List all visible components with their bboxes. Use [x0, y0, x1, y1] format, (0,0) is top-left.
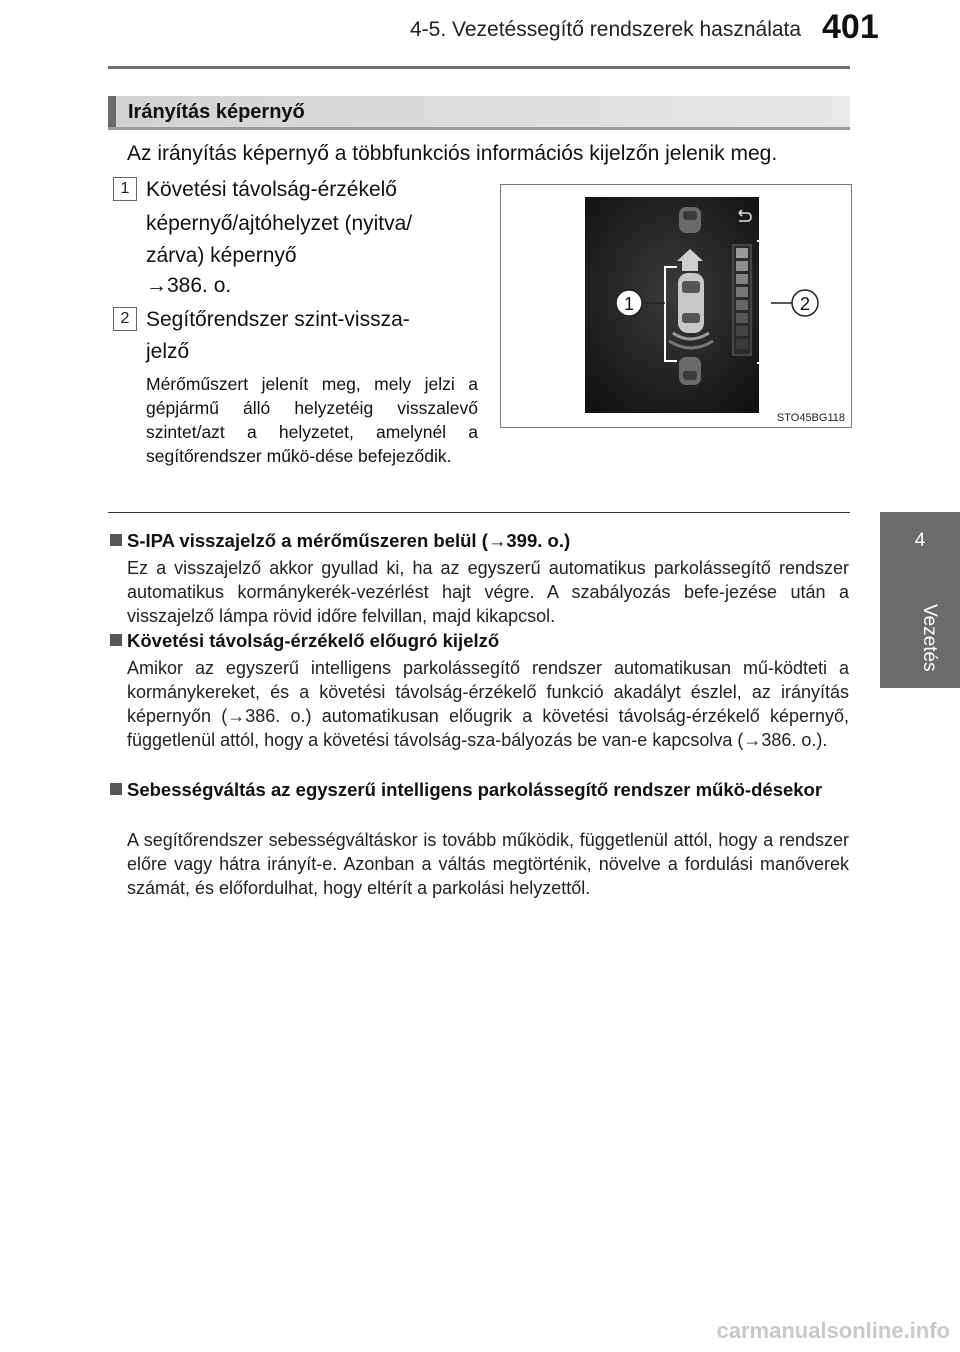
section-divider [108, 512, 850, 513]
intro-text: Az irányítás képernyő a többfunkciós információs kijelzőn jelenik meg. [127, 142, 778, 165]
bullet-square [110, 634, 122, 646]
callout-2: 2 [799, 294, 811, 314]
item-2-line-1: Segítőrendszer szint-vissza- [146, 308, 410, 331]
note-2-heading-text: Követési távolság-érzékelő előugró kijelző [127, 630, 500, 651]
item-2-line-2: jelző [146, 340, 190, 363]
section-bar-shade [108, 127, 850, 130]
bullet-square [110, 534, 122, 546]
item-2-description: Mérőműszert jelenít meg, mely jelzi a gépjármű álló helyzetéig visszalevő szintet/azt a helyzetet, amelynél a segítőrendszer műkö-dése befejeződik. [146, 374, 478, 466]
page-number: 401 [822, 8, 879, 46]
header-rule [108, 66, 850, 69]
footer-brand[interactable]: carmanualsonline.info [716, 1318, 950, 1343]
figure-id: STO45BG118 [776, 412, 845, 424]
note-1-heading-text: S-IPA visszajelző a mérőműszeren belül (→399. o.) [127, 530, 571, 551]
bullet-square [110, 783, 122, 795]
item-number-1: 1 [113, 177, 137, 201]
note-3-heading [110, 778, 850, 802]
note-3-heading-text: Sebességváltás az egyszerű intelligens parkolássegítő rendszer műkö-désekor [127, 779, 823, 800]
section-title: Irányítás képernyő [128, 101, 305, 123]
note-3-body: A segítőrendszer sebességváltáskor is tovább működik, függetlenül attól, hogy a rendszer előre vagy hátra irányít-e. Azonban a váltás megtörténik, növelve a fordulási manőverek számát, és előfordulhat, hogy eltérít a parkolási helyzettől. [127, 830, 849, 898]
item-1-line-2: képernyő/ajtóhelyzet (nyitva/ [146, 212, 413, 235]
chapter-tab-number: 4 [914, 530, 926, 551]
note-2-heading [110, 630, 852, 652]
parking-display-illustration [501, 185, 851, 427]
item-1-line-1: Követési távolság-érzékelő [146, 178, 397, 201]
callout-1: 1 [623, 294, 635, 314]
section-heading-bar [108, 96, 850, 130]
chapter-tab-label: Vezetés [919, 604, 940, 672]
section-bar-accent [108, 96, 116, 130]
note-1-heading [110, 530, 852, 552]
note-1-body: Ez a visszajelző akkor gyullad ki, ha az egyszerű automatikus parkolássegítő rendszer automatikus kormánykerék-vezérlést hajt végre. A szabályozás befe-jezése után a visszajelző lámpa rövid időre felvillan, majd kikapcsol. [127, 558, 849, 626]
item-1-page-ref: →386. o. [146, 274, 232, 297]
header-title: 4-5. Vezetéssegítő rendszerek használata [410, 18, 802, 41]
display-figure [500, 184, 852, 428]
note-2-body: Amikor az egyszerű intelligens parkolássegítő rendszer automatikusan mű-ködteti a kormánykereket, és a követési távolság-érzékelő funkció akadályt észlel, az irányítás képernyőn (→386. o.) automatikusan előugrik a követési távolság-érzékelő képernyő, függetlenül attól, hogy a követési távolság-sza-bályozás be van-e kapcsolva (→386. o.). [127, 658, 849, 750]
item-1-line-3: zárva) képernyő [146, 244, 297, 267]
item-number-2: 2 [113, 307, 137, 331]
